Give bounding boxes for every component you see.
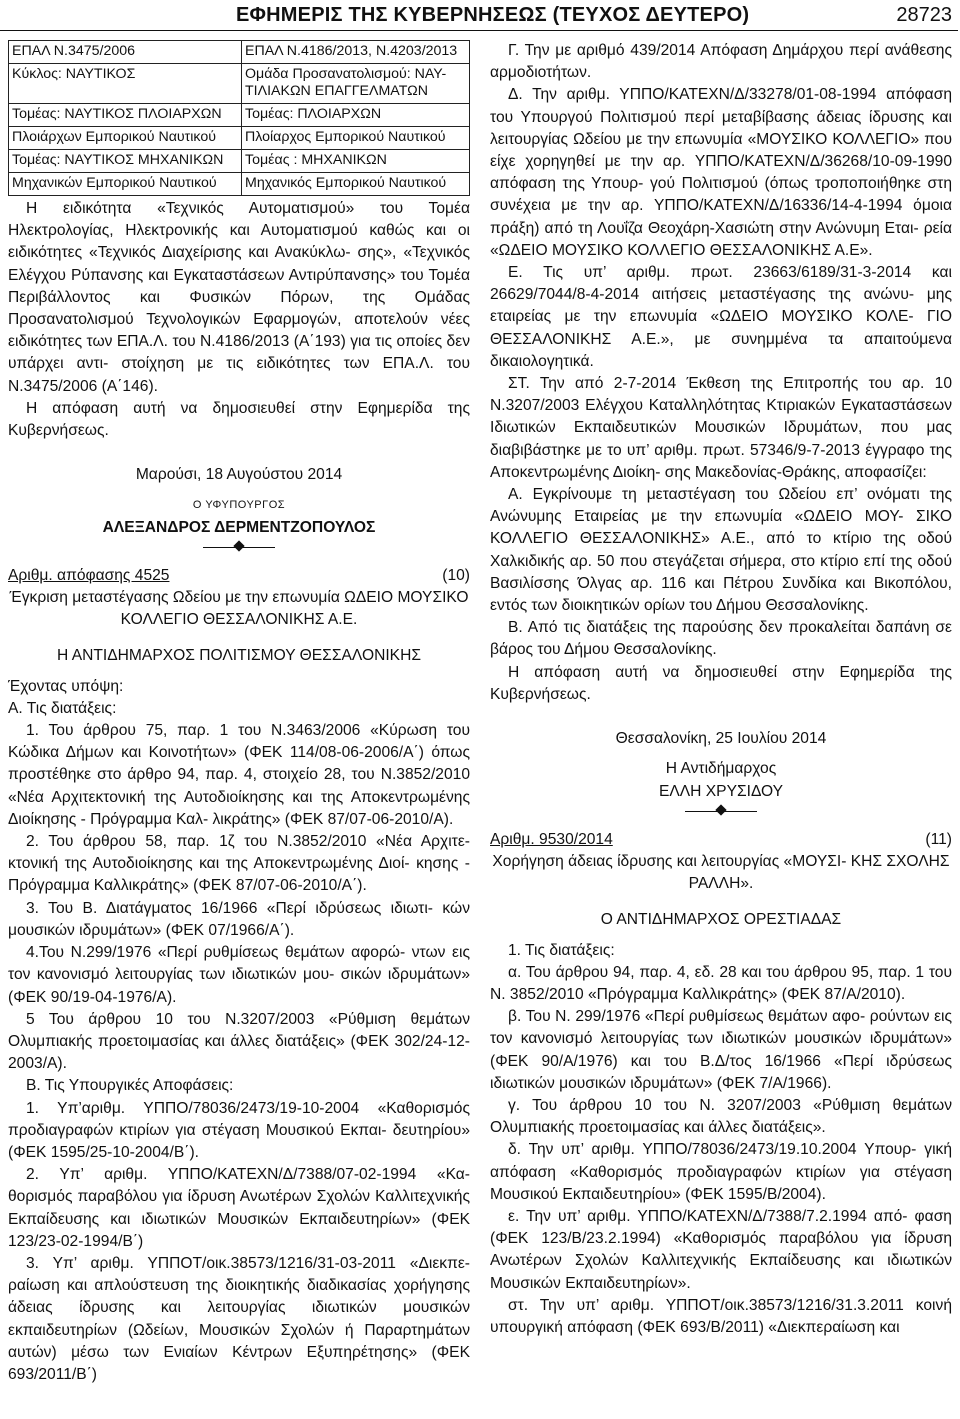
- paragraph: Η ειδικότητα «Τεχνικός Αυτοματισμού» του Τομέα Ηλεκτρολογίας, Ηλεκτρονικής και Αυτοματισμού καθώς και οι ειδικότητες «Τεχνικός Διαχείρισης και Ανακύκλω- σης», «Τεχνικός Ελέγχου Ρύπανσης και Εγκαταστάσεων Αντιρύπανσης» του Τομέα Περιβάλλοντος και Φυσικών Πόρων, της Ομάδας Προσανατολισμού Τεχνολογικών Εφαρμογών, αποτελούν νέες ειδικότητες των ΕΠΑ.Λ. του Ν.4186/2013 (Α΄193) για τις οποίες δεν υπάρχει αντι- στοίχηση με τις ειδικότητες των ΕΠΑ.Λ. του Ν.3475/2006 (Α΄146).: [8, 200, 470, 395]
- separator-ornament: [490, 803, 952, 821]
- place-date: Θεσσαλονίκη, 25 Ιουλίου 2014: [615, 730, 827, 748]
- paragraph: δ. Την υπ’ αριθμ. ΥΠΠΟ/78036/2473/19.10.2004 Υπουρ- γική απόφαση «Καθορισμός προδιαγραφών κτιρίων για στέγαση Μουσικού Εκπαιδευτηρίου» (ΦΕΚ 1595/Β/2004).: [490, 1141, 952, 1203]
- table-row: [9, 64, 470, 104]
- section-heading: Β. Τις Υπουργικές Αποφάσεις:: [26, 1077, 234, 1095]
- table-cell: ΕΠΑΛ Ν.4186/2013, Ν.4203/2013: [242, 41, 470, 64]
- table-cell: Μηχανικών Εμπορικού Ναυτικού: [9, 173, 242, 196]
- paragraph: Η απόφαση αυτή να δημοσιευθεί στην Εφημερίδα της Κυβερνήσεως.: [490, 663, 952, 703]
- decision-heading: [8, 565, 470, 587]
- table-cell: Τομέας: ΝΑΥΤΙΚΟΣ ΠΛΟΙΑΡΧΩΝ: [9, 104, 242, 127]
- paragraph: Η απόφαση αυτή να δημοσιευθεί στην Εφημερίδα της Κυβερνήσεως.: [8, 399, 470, 440]
- paragraph: 1. Του άρθρου 75, παρ. 1 του Ν.3463/2006 «Κύρωση του Κώδικα Δήμων και Κοινοτήτων» (ΦΕΚ 114/08-06-2006/Α΄) όπως προστέθηκε στο άρθρο 94, παρ. 4, στοιχείο 28, του Ν.3852/2010 «Νέα Αρχιτεκτονική της Αυτοδιοίκησης και της Αποκεντρωμένης Διοίκησης - Πρόγραμμα Καλ- λικράτης» (ΦΕΚ 87/07-06-2010/Α).: [8, 722, 470, 828]
- paragraph: 2. Του άρθρου 58, παρ. 1ζ του Ν.3852/2010 «Νέα Αρχιτε- κτονική της Αυτοδιοίκησης και της Αποκεντρωμένης Διοί- κησης - Πρόγραμμα Καλλικράτης» (ΦΕΚ 87/07-06-2010/Α΄).: [8, 833, 470, 895]
- paragraph: 1. Υπ’αριθμ. ΥΠΠΟ/78036/2473/19-10-2004 «Καθορισμός προδιαγραφών κτιρίων για στέγαση Μουσικού Εκπαι- δευτηρίου» (ΦΕΚ 1595/25-10-2004/Β΄).: [8, 1099, 470, 1161]
- paragraph: ε. Την υπ’ αριθμ. ΥΠΠΟ/ΚΑΤΕΧΝ/Δ/7388/7.2.1994 από- φαση (ΦΕΚ 123/Β/23.2.1994) «Καθορισμός παραβόλου για ίδρυση Ανωτέρων Σχολών Καλλιτεχνικής Εκπαίδευσης και ιδιωτικών Μουσικών Εκπαιδευτηρίων».: [490, 1207, 952, 1292]
- paragraph: γ. Του άρθρου 10 του Ν. 3207/2003 «Ρύθμιση θεμάτων Ολυμπιακής προετοιμασίας και άλλες διατάξεις».: [490, 1096, 952, 1137]
- paragraph: 5 Του άρθρου 10 του Ν.3207/2003 «Ρύθμιση θεμάτων Ολυμπιακής προετοιμασίας και άλλες διατάξεις» (ΦΕΚ 302/24-12-2003/Α).: [8, 1010, 470, 1073]
- table-row: [9, 173, 470, 196]
- table-row: [9, 41, 470, 64]
- table-row: [9, 150, 470, 173]
- paragraph: 3. Του Β. Διατάγματος 16/1966 «Περί ιδρύσεως ιδιωτι- κών μουσικών ιδρυμάτων» (ΦΕΚ 07/1966/Α΄).: [8, 899, 470, 939]
- table-cell: Πλοιάρχων Εμπορικού Ναυτικού: [9, 127, 242, 150]
- paragraph: στ. Την υπ’ αριθμ. ΥΠΠΟΤ/οικ.38573/1216/31.3.2011 κοινή υπουργική απόφαση (ΦΕΚ 693/Β/2011) «Διεκπεραίωση και: [490, 1296, 952, 1336]
- decision-number-label: Αριθμ. 9530/2014: [490, 830, 613, 848]
- decision-heading: [490, 829, 952, 851]
- decision-number-label: Αριθμ. απόφασης 4525: [8, 566, 170, 584]
- specialty-table: [8, 40, 470, 196]
- table-cell: Τομέας: ΝΑΥΤΙΚΟΣ ΜΗΧΑΝΙΚΩΝ: [9, 150, 242, 173]
- section-heading: Α. Τις διατάξεις:: [8, 699, 117, 717]
- gazette-title: ΕΦΗΜΕΡΙΣ ΤΗΣ ΚΥΒΕΡΝΗΣΕΩΣ (ΤΕΥΧΟΣ ΔΕΥΤΕΡΟ): [236, 4, 750, 26]
- paragraph: ΣΤ. Την από 2-7-2014 Έκθεση της Επιτροπής του αρ. 10 Ν.3207/2003 Ελέγχου Καταλληλότητας Κτιριακών Εγκαταστάσεων Ιδιωτικών Εκπαιδευτικών Μουσικών Ιδρυμάτων, που μας διαβιβάστηκε με το υπ’ αριθμ. πρωτ. 57346/9-7-2013 έγγραφο της Αποκεντρωμένης Διοίκη- σης Μακεδονίας-Θράκης, αποφασίζει:: [490, 375, 952, 481]
- paragraph: Α. Εγκρίνουμε τη μεταστέγαση του Ωδείου επ’ ονόματι της Ανώνυμης Εταιρείας με την επωνυμία «ΩΔΕΙΟ ΜΟΥ- ΣΙΚΟ ΚΟΛΛΕΓΙΟ ΘΕΣΣΑΛΟΝΙΚΗΣ» Α.Ε., από το κτίριο της οδού Χαλκιδικής αρ. 50 που στεγάζεται σήμερα, στο κτίριο επί της οδού Βασιλίσσης Όλγας αρ. 116 και Πέτρου Συνδίκα και Βικοπόλου, εντός των διοικητικών ορίων του Δήμου Θεσσαλονίκης.: [490, 486, 952, 615]
- table-cell: ΕΠΑΛ Ν.3475/2006: [9, 41, 242, 64]
- decision-title: Έγκριση μεταστέγασης Ωδείου με την επωνυμία ΩΔΕΙΟ ΜΟΥΣΙΚΟ ΚΟΛΛΕΓΙΟ ΘΕΣΣΑΛΟΝΙΚΗΣ Α.Ε.: [9, 589, 469, 629]
- header-rule: [0, 30, 958, 31]
- paragraph: α. Του άρθρου 94, παρ. 4, εδ. 28 και του άρθρου 95, παρ. 1 του Ν. 3852/2010 «Πρόγραμμα Καλλικράτης» (ΦΕΚ 87/Α/2010).: [490, 963, 952, 1003]
- paragraph: Γ. Την με αριθμό 439/2014 Απόφαση Δημάρχου περί ανάθεσης αρμοδιοτήτων.: [490, 42, 952, 82]
- paragraph: 2. Υπ’ αριθμ. ΥΠΠΟ/ΚΑΤΕΧΝ/Δ/7388/07-02-1994 «Κα- θορισμός παραβόλου για ίδρυση Ανωτέρων Σχολών Καλλιτεχνικής Εκπαίδευσης και ιδιωτικών Μουσικών Εκπαιδευτηρίων» (ΦΕΚ 123/23-02-1994/Β΄): [8, 1166, 470, 1250]
- signer-title: Ο ΥΦΥΠΟΥΡΓΟΣ: [192, 499, 286, 512]
- table-cell: Τομέας: ΠΛΟΙΑΡΧΩΝ: [242, 104, 470, 127]
- table-cell: Τομέας : ΜΗΧΑΝΙΚΩΝ: [242, 150, 470, 173]
- separator-ornament: [8, 539, 470, 557]
- page-header: [0, 0, 960, 30]
- table-cell: Πλοίαρχος Εμπορικού Ναυτικού: [242, 127, 470, 150]
- right-column: [490, 40, 952, 1339]
- authority-heading: Ο ΑΝΤΙΔΗΜΑΡΧΟΣ ΟΡΕΣΤΙΑΔΑΣ: [600, 911, 842, 929]
- table-cell: Ομάδα Προσανατολισμού: ΝΑΥ- ΤΙΛΙΑΚΩΝ ΕΠΑΓΓΕΛΜΑΤΩΝ: [242, 64, 470, 104]
- paragraph: 4.Του Ν.299/1976 «Περί ρυθμίσεως θεμάτων αφορώ- ντων εις τον κανονισμό λειτουργίας των ιδιωτικών μου- σικών ιδρυμάτων» (ΦΕΚ 90/19-04-1976/Α).: [8, 944, 470, 1006]
- place-date: Μαρούσι, 18 Αυγούστου 2014: [135, 466, 343, 484]
- paragraph: Ε. Τις υπ’ αριθμ. πρωτ. 23663/6189/31-3-2014 και 26629/7044/8-4-2014 αιτήσεις μεταστέγασης της ανώνυ- μης εταιρείας με την επωνυμία «ΩΔΕΙΟ ΜΟΥΣΙΚΟ ΚΟΛΕ- ΓΙΟ ΘΕΣΣΑΛΟΝΙΚΗΣ Α.Ε.», με συνημμένα τα απαιτούμενα δικαιολογητικά.: [490, 264, 952, 370]
- table-cell: Κύκλος: ΝΑΥΤΙΚΟΣ: [9, 64, 242, 104]
- decision-sequence: (11): [925, 830, 952, 848]
- signer-name: ΑΛΕΞΑΝΔΡΟΣ ΔΕΡΜΕΝΤΖΟΠΟΥΛΟΣ: [102, 518, 376, 536]
- signer-title: Η Αντιδήμαρχος: [665, 760, 777, 778]
- section-heading: 1. Τις διατάξεις:: [508, 941, 615, 959]
- decision-sequence: (10): [442, 566, 470, 584]
- table-cell: Μηχανικός Εμπορικού Ναυτικού: [242, 173, 470, 196]
- having-in-view: Έχοντας υπόψη:: [8, 677, 124, 695]
- page-number: 28723: [896, 4, 952, 26]
- table-row: [9, 127, 470, 150]
- decision-title: Χορήγηση άδειας ίδρυσης και λειτουργίας «ΜΟΥΣΙ- ΚΗΣ ΣΧΟΛΗΣ ΡΑΛΛΗ».: [492, 852, 950, 893]
- left-column: [8, 40, 470, 1386]
- paragraph: Β. Από τις διατάξεις της παρούσης δεν προκαλείται δαπάνη σε βάρος του Δήμου Θεσσαλονίκης.: [490, 619, 952, 659]
- paragraph: Δ. Την αριθμ. ΥΠΠΟ/ΚΑΤΕΧΝ/Δ/33278/01-08-1994 απόφαση του Υπουργού Πολιτισμού περί μεταβίβασης άδειας ίδρυσης και λειτουργίας Ωδείου με την επωνυμία «ΜΟΥΣΙΚΟ ΚΟΛΛΕΓΙΟ» που είχε χορηγηθεί με την αρ. ΥΠΠΟ/ΚΑΤΕΧΝ/Δ/36268/10-09-1990 απόφαση της Υπουρ- γού Πολιτισμού (όπως τροποποιήθηκε στη συνέχεια με την αρ. ΥΠΠΟ/ΚΑΤΕΧΝ/Δ/16336/14-4-1994 όμοια πράξη) από τη Λουΐζα Θεοχάρη-Χασιώτη στην Ανώνυμη Εται- ρεία «ΩΔΕΙΟ ΜΟΥΣΙΚΟ ΚΟΛΛΕΓΙΟ ΘΕΣΣΑΛΟΝΙΚΗΣ Α.Ε».: [490, 86, 952, 259]
- paragraph: β. Του Ν. 299/1976 «Περί ρυθμίσεως θεμάτων αφο- ρούντων εις τον κανονισμό λειτουργίας των ιδιωτικών μουσικών ιδρυμάτων» (ΦΕΚ 90/Α/1976) και του Β.Δ/τος 16/1966 «Περί ιδρύσεως ιδιωτικών μουσικών ιδρυμάτων» (ΦΕΚ 7/Α/1966).: [490, 1008, 952, 1092]
- paragraph: 3. Υπ’ αριθμ. ΥΠΠΟΤ/οικ.38573/1216/31-03-2011 «Διεκπε- ραίωση και απλούστευση της διοικητικής διαδικασίας χορήγησης άδειας ίδρυσης και λειτουργίας ιδιωτικών μουσικών εκπαιδευτηρίων (Ωδείων, Μουσικών Σχολών ή Παραρτημάτων αυτών) μέσω των Ενιαίων Κέντρων Εξυπηρέτησης» (ΦΕΚ 693/2011/Β΄): [8, 1254, 470, 1383]
- authority-heading: Η ΑΝΤΙΔΗΜΑΡΧΟΣ ΠΟΛΙΤΙΣΜΟΥ ΘΕΣΣΑΛΟΝΙΚΗΣ: [57, 647, 421, 665]
- table-row: [9, 104, 470, 127]
- signer-name: ΕΛΛΗ ΧΡΥΣΙΔΟΥ: [658, 782, 784, 800]
